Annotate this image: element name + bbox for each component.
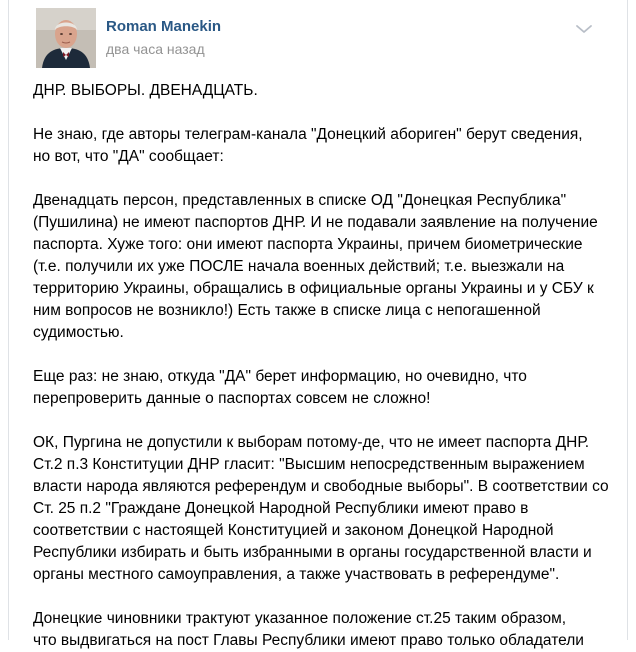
- post-text-line: Не знаю, где авторы телеграм-канала "Донецкий абориген" берут сведения,: [33, 126, 583, 143]
- post-card: [8, 0, 628, 649]
- post-title-line: ДНР. ВЫБОРЫ. ДВЕНАДЦАТЬ.: [33, 82, 258, 99]
- post-text-line: ОК, Пургина не допустили к выборам потому-де, что не имеет паспорта ДНР.: [33, 434, 590, 451]
- post-text-line: Донецкие чиновники трактуют указанное положение ст.25 таким образом,: [33, 610, 567, 627]
- paragraph-gap: [33, 586, 618, 608]
- post-text-line: что выдвигаться на пост Главы Республики имеют право только обладатели: [33, 632, 584, 649]
- post-text-line: территорию Украины, обращались в официальные органы Украины и у СБУ к: [33, 280, 594, 297]
- post-text-line: соответствии с настоящей Конституцией и законом Донецкой Народной: [33, 522, 554, 539]
- post-text-line: перепроверить данные о паспортах совсем не сложно!: [33, 390, 431, 407]
- post-text-line: Ст.2 п.3 Конституции ДНР гласит: "Высшим непосредственным выражением: [33, 456, 585, 473]
- post-text: [33, 80, 618, 652]
- post-text-line: Еще раз: не знаю, откуда "ДА" берет информацию, но очевидно, что: [33, 368, 527, 385]
- post-text-line: власти народа являются референдум и свободные выборы". В соответствии со: [33, 478, 609, 495]
- post-text-line: судимостью.: [33, 324, 124, 341]
- post-text-line: паспорта. Хуже того: они имеют паспорта Украины, причем биометрические: [33, 236, 583, 253]
- post-text-line: (Пушилина) не имеют паспортов ДНР. И не подавали заявление на получение: [33, 214, 598, 231]
- post-text-line: Ст. 25 п.2 "Граждане Донецкой Народной Республики имеют право в: [33, 500, 529, 517]
- post-text-line: Республики избирать и быть избранными в органы государственной власти и: [33, 544, 592, 561]
- post-text-line: Двенадцать персон, представленных в списке ОД "Донецкая Республика": [33, 192, 567, 209]
- paragraph-gap: [33, 168, 618, 190]
- paragraph-gap: [33, 410, 618, 432]
- chevron-down-icon[interactable]: [575, 22, 593, 34]
- paragraph-gap: [33, 102, 618, 124]
- avatar[interactable]: [36, 8, 96, 68]
- post-text-line: (т.е. получили их уже ПОСЛЕ начала военных действий; т.е. выезжали на: [33, 258, 565, 275]
- post-text-line: но вот, что "ДА" сообщает:: [33, 148, 224, 165]
- paragraph-gap: [33, 344, 618, 366]
- author-name[interactable]: Roman Manekin: [106, 18, 222, 35]
- post-text-line: ним вопросов не возникло!) Есть также в списке лица с непогашенной: [33, 302, 541, 319]
- post-time[interactable]: два часа назад: [106, 41, 205, 57]
- avatar-photo: [36, 8, 96, 68]
- post-text-line: органы местного самоуправления, а также участвовать в референдуме".: [33, 566, 560, 583]
